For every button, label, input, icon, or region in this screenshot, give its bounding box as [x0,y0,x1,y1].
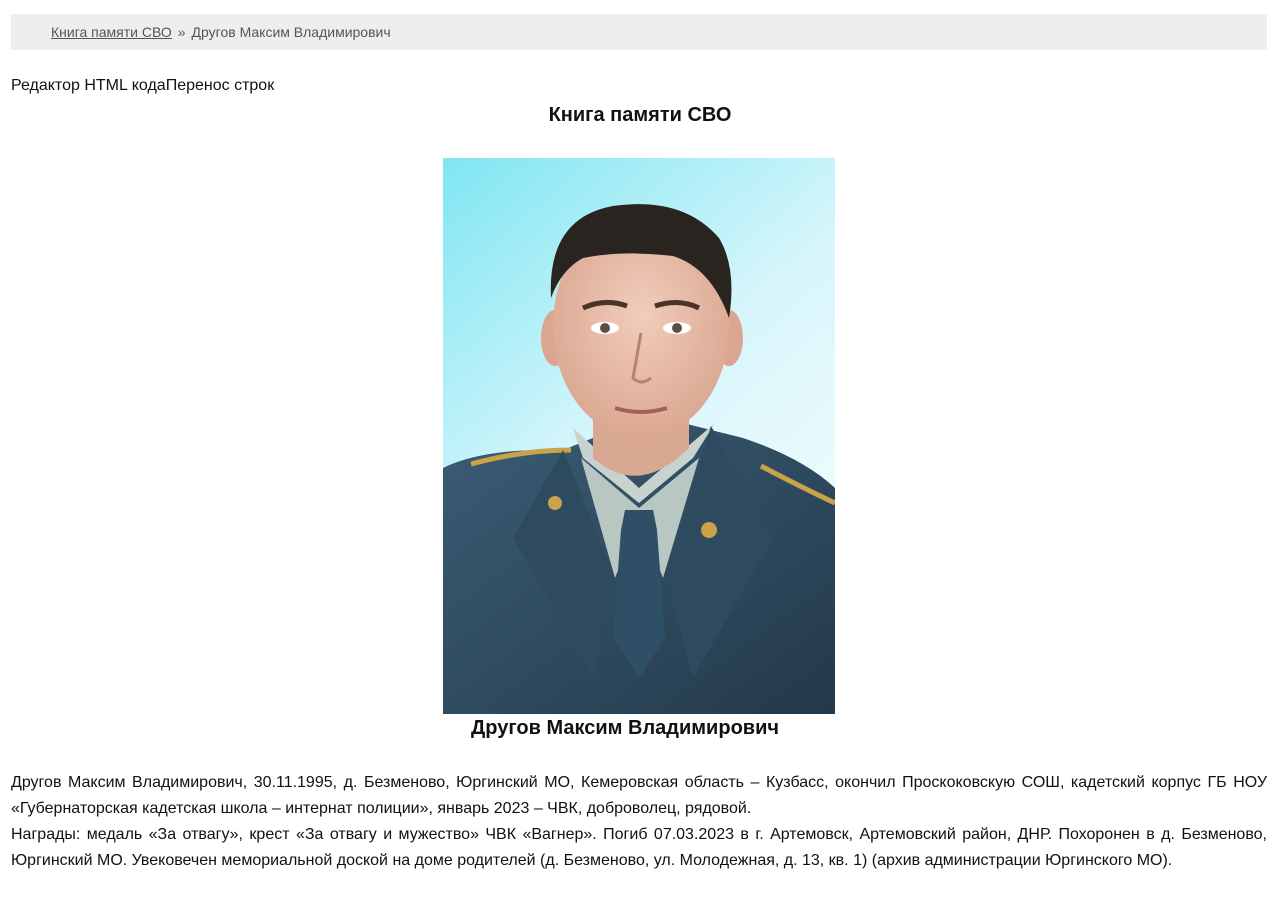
breadcrumb-separator: » [177,24,186,40]
person-name: Другов Максим Владимирович [471,717,779,739]
page-title: Книга памяти СВО [548,104,732,126]
breadcrumb [11,14,1267,50]
editor-caption: Редактор HTML кодаПеренос строк [11,77,275,94]
breadcrumb-link-memory-book[interactable]: Книга памяти СВО [51,24,172,40]
biography-paragraph-1: Другов Максим Владимирович, 30.11.1995, д. Безменово, Юргинский МО, Кемеровская область – Кузбасс, окончил Проскоковскую СОШ, кадетский корпус ГБ НОУ «Губернаторская кадетская школа – интернат полиции», январь 2023 – ЧВК, доброволец, рядовой. [11,774,1267,817]
breadcrumb-current: Другов Максим Владимирович [191,24,391,40]
portrait-photo [443,158,835,714]
biography [11,770,1267,874]
biography-paragraph-2: Награды: медаль «За отвагу», крест «За отвагу и мужество» ЧВК «Вагнер». Погиб 07.03.2023 в г. Артемовск, Артемовский район, ДНР. Похоронен в д. Безменово, Юргинский МО. Увековечен мемориальной доской на доме родителей (д. Безменово, ул. Молодежная, д. 13, кв. 1) (архив администрации Юргинского МО). [11,826,1267,869]
